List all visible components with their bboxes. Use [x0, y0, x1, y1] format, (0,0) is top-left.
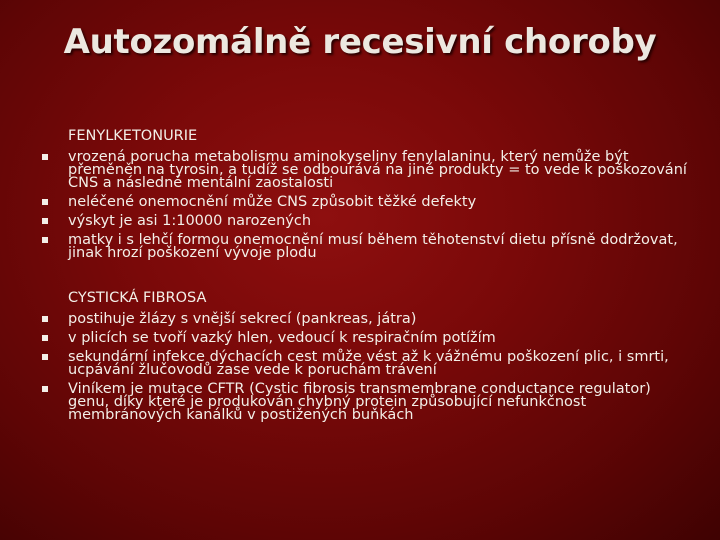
list-item — [42, 383, 692, 422]
square-bullet-icon — [42, 386, 48, 392]
list-item-text: vrozená porucha metabolismu aminokyseliny fenylalaninu, který nemůže být přeměněn na tyrosin, a tudíž se odbourává na jiné produkty = to vede k poškozování CNS a následné mentální zaostalosti — [68, 149, 687, 191]
list-item — [42, 151, 692, 190]
list-item — [42, 332, 692, 345]
section-phenylketonuria — [42, 128, 692, 260]
list-item-text: v plicích se tvoří vazký hlen, vedoucí k respiračním potížím — [68, 330, 496, 346]
slide-title: Autozomálně recesivní choroby — [63, 22, 657, 62]
section-heading: CYSTICKÁ FIBROSA — [68, 290, 207, 306]
list-item-text: neléčené onemocnění může CNS způsobit těžké defekty — [68, 194, 477, 210]
list-item — [42, 196, 692, 209]
square-bullet-icon — [42, 199, 48, 205]
list-item-text: matky i s lehčí formou onemocnění musí během těhotenství dietu přísně dodržovat, jinak hrozí poškození vývoje plodu — [68, 232, 678, 261]
list-item — [42, 351, 692, 377]
section-heading: FENYLKETONURIE — [68, 128, 198, 144]
list-item-text: výskyt je asi 1:10000 narozených — [68, 213, 312, 229]
list-item — [42, 215, 692, 228]
square-bullet-icon — [42, 218, 48, 224]
list-item — [42, 234, 692, 260]
list-item-text: sekundární infekce dýchacích cest může vést až k vážnému poškození plic, i smrti, ucpávání žlučovodů zase vede k poruchám trávení — [68, 349, 669, 378]
list-item-text: postihuje žlázy s vnější sekrecí (pankreas, játra) — [68, 311, 417, 327]
list-item — [42, 313, 692, 326]
square-bullet-icon — [42, 316, 48, 322]
list-item-text: Viníkem je mutace CFTR (Cystic fibrosis transmembrane conductance regulator) genu, díky které je produkován chybný protein způsobující nefunkčnost membránových kanálků v postižených buňkách — [68, 381, 651, 423]
square-bullet-icon — [42, 354, 48, 360]
square-bullet-icon — [42, 237, 48, 243]
square-bullet-icon — [42, 335, 48, 341]
section-cystic-fibrosis — [42, 290, 692, 422]
square-bullet-icon — [42, 154, 48, 160]
